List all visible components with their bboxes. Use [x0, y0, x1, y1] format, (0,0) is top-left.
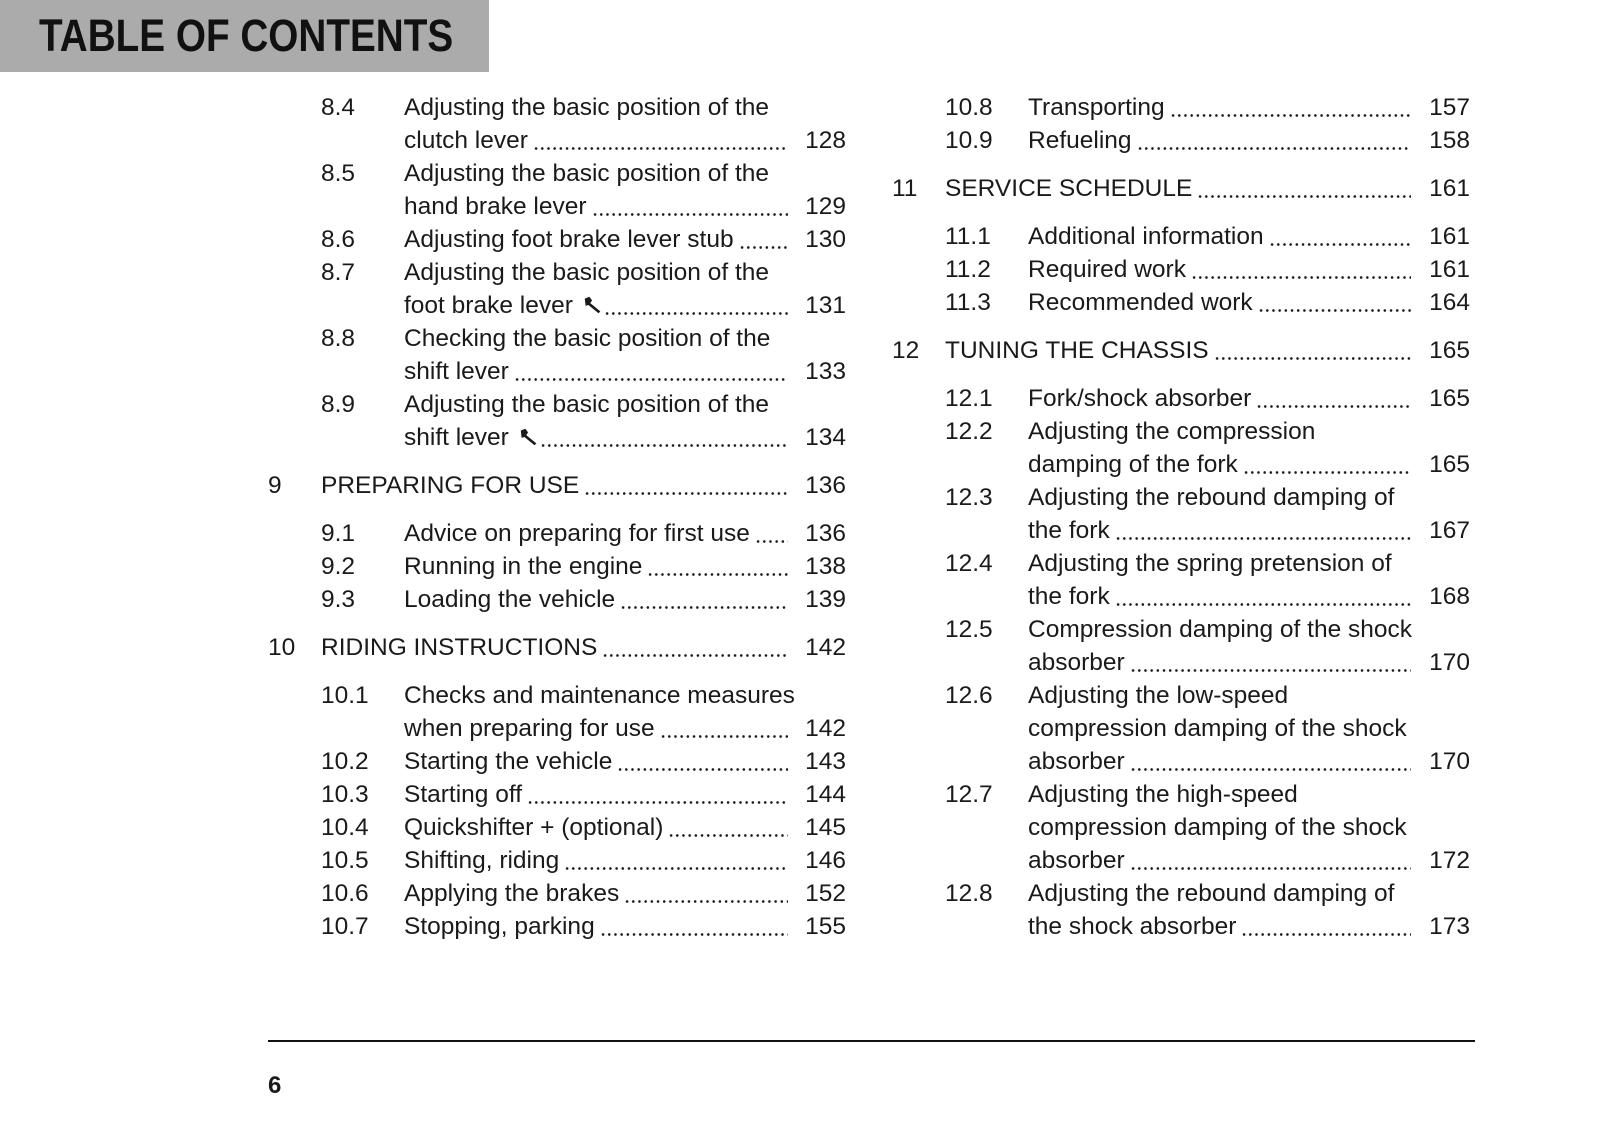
toc-page-number: 155	[805, 913, 846, 940]
toc-entry-title: Adjusting the basic position of the	[404, 160, 770, 187]
toc-entry-number: 12.4	[945, 550, 993, 577]
footer-rule	[268, 1040, 1475, 1042]
toc-entry-title: Stopping, parking	[404, 913, 595, 940]
toc-entry-number: 11.2	[945, 256, 991, 283]
toc-page-number: 142	[805, 634, 846, 661]
toc-entry-title: Adjusting the compression	[1028, 418, 1316, 445]
toc-entry-number: 10.6	[321, 880, 369, 907]
toc-entry-title: Adjusting the low-speed	[1028, 682, 1289, 709]
toc-page-number: 168	[1429, 583, 1470, 610]
toc-entry-title: Required work	[1028, 256, 1186, 283]
toc-entry-title: when preparing for use	[404, 715, 655, 742]
dot-leader	[1137, 124, 1411, 157]
toc-entry-title: Transporting	[1028, 94, 1165, 121]
toc-entry-title: SERVICE SCHEDULE	[945, 175, 1193, 202]
toc-entry-title: Checks and maintenance measures	[404, 682, 795, 709]
toc-page-number: 139	[805, 586, 846, 613]
toc-section-row[interactable]	[0, 481, 1600, 514]
toc-entry-number: 10.9	[945, 127, 993, 154]
toc-entry-title: RIDING INSTRUCTIONS	[321, 634, 598, 661]
toc-entry-number: 8.6	[321, 226, 356, 253]
toc-section-row[interactable]	[0, 778, 1600, 811]
toc-entry-title: compression damping of the shock	[1028, 814, 1407, 841]
toc-chapter-row[interactable]	[0, 334, 1600, 367]
dot-leader	[1115, 514, 1411, 547]
page-title: TABLE OF CONTENTS	[39, 10, 454, 61]
toc-entry-title: Applying the brakes	[404, 880, 620, 907]
toc-section-row[interactable]	[0, 745, 1600, 778]
toc-entry-number: 10.7	[321, 913, 369, 940]
toc-entry-number: 8.9	[321, 391, 356, 418]
toc-entry-title: Adjusting the rebound damping of	[1028, 484, 1395, 511]
toc-section-row[interactable]	[0, 382, 1600, 415]
toc-section-row[interactable]	[0, 514, 1600, 547]
toc-entry-title: Advice on preparing for first use	[404, 520, 750, 547]
toc-entry-title: PREPARING FOR USE	[321, 472, 580, 499]
toc-entry-title: Additional information	[1028, 223, 1264, 250]
toc-entry-title: damping of the fork	[1028, 451, 1238, 478]
toc-page-number: 164	[1429, 289, 1470, 316]
toc-page-number: 138	[805, 553, 846, 580]
toc-entry-title: Quickshifter + (optional)	[404, 814, 664, 841]
toc-entry-number: 12.1	[945, 385, 993, 412]
toc-entry-title: Adjusting the basic position of the	[404, 94, 770, 121]
toc-entry-title: compression damping of the shock	[1028, 715, 1407, 742]
toc-page-number: 143	[805, 748, 846, 775]
toc-page-number: 161	[1429, 175, 1470, 202]
page-number: 6	[268, 1072, 282, 1099]
toc-page-number: 145	[805, 814, 846, 841]
toc-entry-number: 12.8	[945, 880, 993, 907]
toc-page-number: 129	[805, 193, 846, 220]
dot-leader	[1241, 910, 1411, 943]
toc-entry-number: 9.3	[321, 586, 356, 613]
toc-entry-number: 8.8	[321, 325, 356, 352]
toc-entry-number: 9.1	[321, 520, 356, 547]
toc-entry-title: Loading the vehicle	[404, 586, 616, 613]
toc-entry-title: Shifting, riding	[404, 847, 560, 874]
toc-entry-title: the fork	[1028, 517, 1110, 544]
toc-page-number: 157	[1429, 94, 1470, 121]
toc-section-row[interactable]	[0, 811, 1600, 844]
toc-entry-title: Checking the basic position of the	[404, 325, 771, 352]
toc-section-row[interactable]	[0, 415, 1600, 448]
toc-entry-number: 12.3	[945, 484, 993, 511]
toc-section-row[interactable]	[0, 580, 1600, 613]
toc-page-number: 152	[805, 880, 846, 907]
toc-entry-number: 10.8	[945, 94, 993, 121]
toc-section-row[interactable]	[0, 220, 1600, 253]
toc-entry-title: hand brake lever	[404, 193, 587, 220]
toc-entry-number: 11.1	[945, 223, 991, 250]
toc-entry-number: 10.1	[321, 682, 369, 709]
toc-entry-number: 12.5	[945, 616, 993, 643]
toc-section-row[interactable]	[0, 253, 1600, 286]
toc-section-row[interactable]	[0, 124, 1600, 157]
toc-section-row[interactable]	[0, 613, 1600, 646]
toc-page-number: 172	[1429, 847, 1470, 874]
toc-entry-title: TUNING THE CHASSIS	[945, 337, 1209, 364]
toc-page-number: 165	[1429, 385, 1470, 412]
toc-page-number: 131	[805, 292, 846, 319]
toc-page-number: 158	[1429, 127, 1470, 154]
toc-entry-title: Starting off	[404, 781, 523, 808]
toc-entry-title: Adjusting the basic position of the	[404, 259, 770, 286]
toc-page-number: 167	[1429, 517, 1470, 544]
toc-entry-number: 11.3	[945, 289, 991, 316]
dot-leader	[1258, 286, 1411, 319]
toc-entry-number: 8.7	[321, 259, 356, 286]
toc-entry-title: Refueling	[1028, 127, 1132, 154]
toc-section-row[interactable]	[0, 712, 1600, 745]
dot-leader	[1115, 580, 1411, 613]
toc-entry-title: shift lever	[404, 424, 509, 451]
toc-page-number: 136	[805, 472, 846, 499]
toc-page-number: 142	[805, 715, 846, 742]
toc-page-number: 146	[805, 847, 846, 874]
toc-entry-title: shift lever	[404, 358, 509, 385]
toc-page-number: 134	[805, 424, 846, 451]
toc-section-row[interactable]	[0, 910, 1600, 943]
toc-page-number: 136	[805, 520, 846, 547]
toc-section-row[interactable]	[0, 679, 1600, 712]
dot-leader	[1269, 220, 1411, 253]
toc-page-number: 165	[1429, 451, 1470, 478]
dot-leader	[1243, 448, 1411, 481]
toc-section-row[interactable]	[0, 547, 1600, 580]
toc-section-row[interactable]	[0, 877, 1600, 910]
toc-entry-number: 11	[892, 175, 918, 202]
toc-entry-title: clutch lever	[404, 127, 528, 154]
toc-entry-number: 12.6	[945, 682, 993, 709]
toc-entry-title: the fork	[1028, 583, 1110, 610]
toc-page-number: 130	[805, 226, 846, 253]
toc-entry-number: 10	[268, 634, 296, 661]
toc-page-number: 170	[1429, 748, 1470, 775]
toc-page-number: 161	[1429, 223, 1470, 250]
toc-entry-number: 12	[892, 337, 920, 364]
toc-entry-number: 10.5	[321, 847, 369, 874]
toc-entry-title: Compression damping of the shock	[1028, 616, 1413, 643]
toc-entry-title: foot brake lever	[404, 292, 573, 319]
toc-entry-title: absorber	[1028, 748, 1125, 775]
toc-page-number: 128	[805, 127, 846, 154]
toc-entry-title: Running in the engine	[404, 553, 643, 580]
toc-entry-title: Adjusting foot brake lever stub	[404, 226, 734, 253]
toc-entry-title: Recommended work	[1028, 289, 1253, 316]
toc-entry-number: 12.7	[945, 781, 993, 808]
dot-leader	[1130, 844, 1411, 877]
toc-page-number: 144	[805, 781, 846, 808]
toc-page-number: 173	[1429, 913, 1470, 940]
dot-leader	[1170, 91, 1411, 124]
toc-page-number: 161	[1429, 256, 1470, 283]
dot-leader	[1130, 646, 1411, 679]
toc-entry-number: 8.5	[321, 160, 356, 187]
toc-entry-title: absorber	[1028, 649, 1125, 676]
dot-leader	[1191, 253, 1411, 286]
toc-entry-number: 9.2	[321, 553, 356, 580]
dot-leader	[1130, 745, 1411, 778]
toc-entry-title: Adjusting the spring pretension of	[1028, 550, 1392, 577]
toc-chapter-row[interactable]	[0, 172, 1600, 205]
toc-section-row[interactable]	[0, 448, 1600, 481]
toc-section-row[interactable]	[0, 646, 1600, 679]
toc-entry-number: 12.2	[945, 418, 993, 445]
toc-entry-title: Adjusting the high-speed	[1028, 781, 1298, 808]
toc-entry-number: 10.4	[321, 814, 369, 841]
toc-entry-number: 10.2	[321, 748, 369, 775]
toc-entry-title: absorber	[1028, 847, 1125, 874]
toc-page-number: 165	[1429, 337, 1470, 364]
toc-entry-title: Adjusting the basic position of the	[404, 391, 770, 418]
dot-leader	[1214, 334, 1411, 367]
dot-leader	[1256, 382, 1411, 415]
toc-section-row[interactable]	[0, 286, 1600, 319]
toc-page-number: 133	[805, 358, 846, 385]
toc-entry-number: 9	[268, 472, 282, 499]
toc-section-row[interactable]	[0, 91, 1600, 124]
toc-entry-number: 10.3	[321, 781, 369, 808]
toc-entry-title: Adjusting the rebound damping of	[1028, 880, 1395, 907]
toc-entry-title: Starting the vehicle	[404, 748, 613, 775]
toc-section-row[interactable]	[0, 844, 1600, 877]
toc-entry-title: the shock absorber	[1028, 913, 1237, 940]
toc-entry-title: Fork/shock absorber	[1028, 385, 1252, 412]
toc-entry-number: 8.4	[321, 94, 356, 121]
dot-leader	[1197, 172, 1411, 205]
toc-page-number: 170	[1429, 649, 1470, 676]
